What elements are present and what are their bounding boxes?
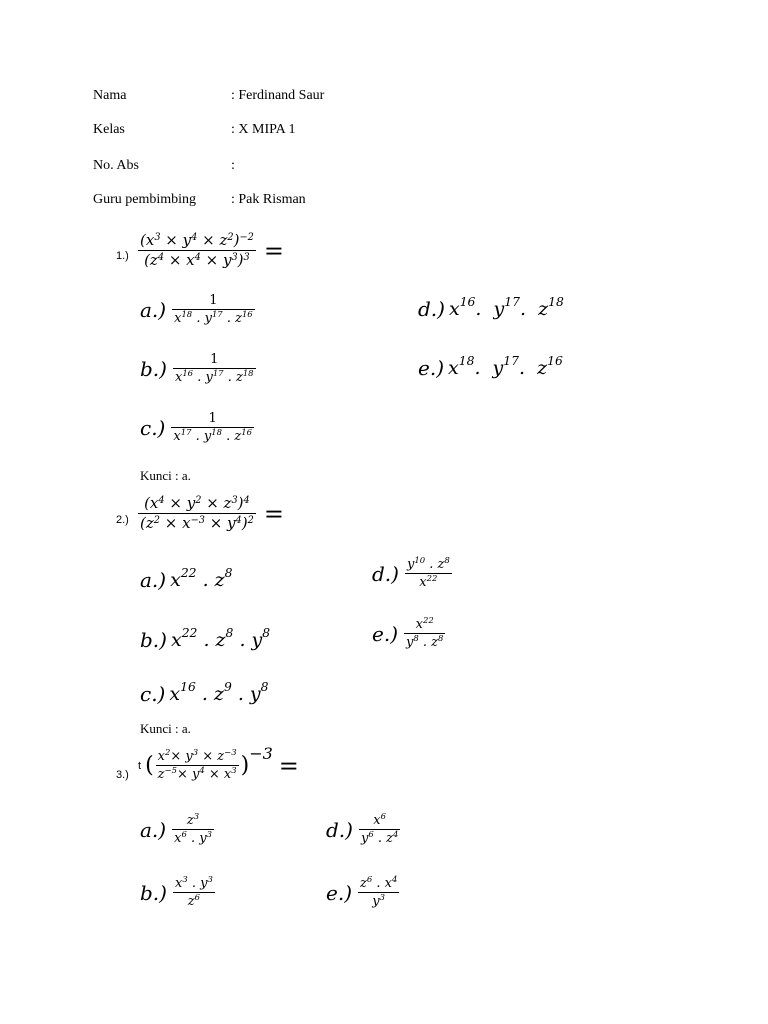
q1-answer-key: Kunci : a. — [140, 468, 191, 483]
question-3-number: 3.) — [116, 769, 129, 781]
abs-label: No. Abs — [93, 158, 139, 173]
nama-value: : Ferdinand Saur — [231, 88, 325, 103]
q3-option-a: a.) $\frac{z^3}{x^6 . y^3}$ — [140, 811, 212, 846]
q2-option-c: c.) x $^{16}$ . z $^9$ . y $^8$ — [140, 680, 269, 706]
guru-label: Guru pembimbing — [93, 192, 197, 207]
q2-option-b: b.) x $^{22}$ . z $^8$ . y $^8$ — [140, 626, 271, 652]
q3-option-d: d.) $\frac{x^6}{y^6 . z^4}$ — [326, 811, 399, 846]
kelas-value: : X MIPA 1 — [231, 122, 296, 137]
question-2-number: 2.) — [116, 514, 129, 526]
q1-option-b: b.) $\frac{1}{x^{16} . y^{17} . z^{18}}$ — [140, 352, 254, 385]
kelas-label: Kelas — [93, 122, 125, 137]
nama-label: Nama — [93, 88, 127, 103]
q2-option-a: a.) x $^{22}$ . z $^8$ — [140, 566, 233, 592]
question-3-expression: t ( $\frac{x^2\times y^3 \times z^{-3}}{z^{-5}\times y^4 \times x^3}$ ) −3 = — [138, 743, 299, 782]
q1-option-c: c.) $\frac{1}{x^{17} . y^{18} . z^{16}}$ — [140, 411, 252, 444]
q2-option-e: e.) $\frac{x^{22}}{y^8 . z^8}$ — [372, 615, 444, 650]
abs-value: : — [231, 158, 235, 173]
q3-option-e: e.) $\frac{z^6 . x^4}{y^3}$ — [326, 874, 398, 909]
q1-option-a: a.) $\frac{1}{x^{18} . y^{17} . z^{16}}$ — [140, 293, 253, 326]
q1-option-e: e.) x $^{18}$ . y $^{17}$ . z $^{16}$ — [418, 354, 563, 380]
question-2-expression: $\frac{(x^4 \times y^2 \times z^3)^4}{(z^2 \times x^{-3} \times y^4)^2}$ = — [140, 494, 284, 532]
guru-value: : Pak Risman — [231, 192, 306, 207]
q3-option-b: b.) $\frac{x^3 . y^3}{z^6}$ — [140, 874, 213, 909]
q2-option-d: d.) $\frac{y^{10} . z^8}{x^{22}}$ — [372, 555, 450, 590]
question-1-number: 1.) — [116, 250, 129, 262]
q2-answer-key: Kunci : a. — [140, 721, 191, 736]
question-1-expression: $\frac{(x^3 \times y^4 \times z^2)^{-2}}{(z^4 \times x^4 \times y^3)^3}$ = — [140, 231, 284, 269]
q1-option-d: d.) x $^{16}$ . y $^{17}$ . z $^{18}$ — [418, 295, 564, 321]
